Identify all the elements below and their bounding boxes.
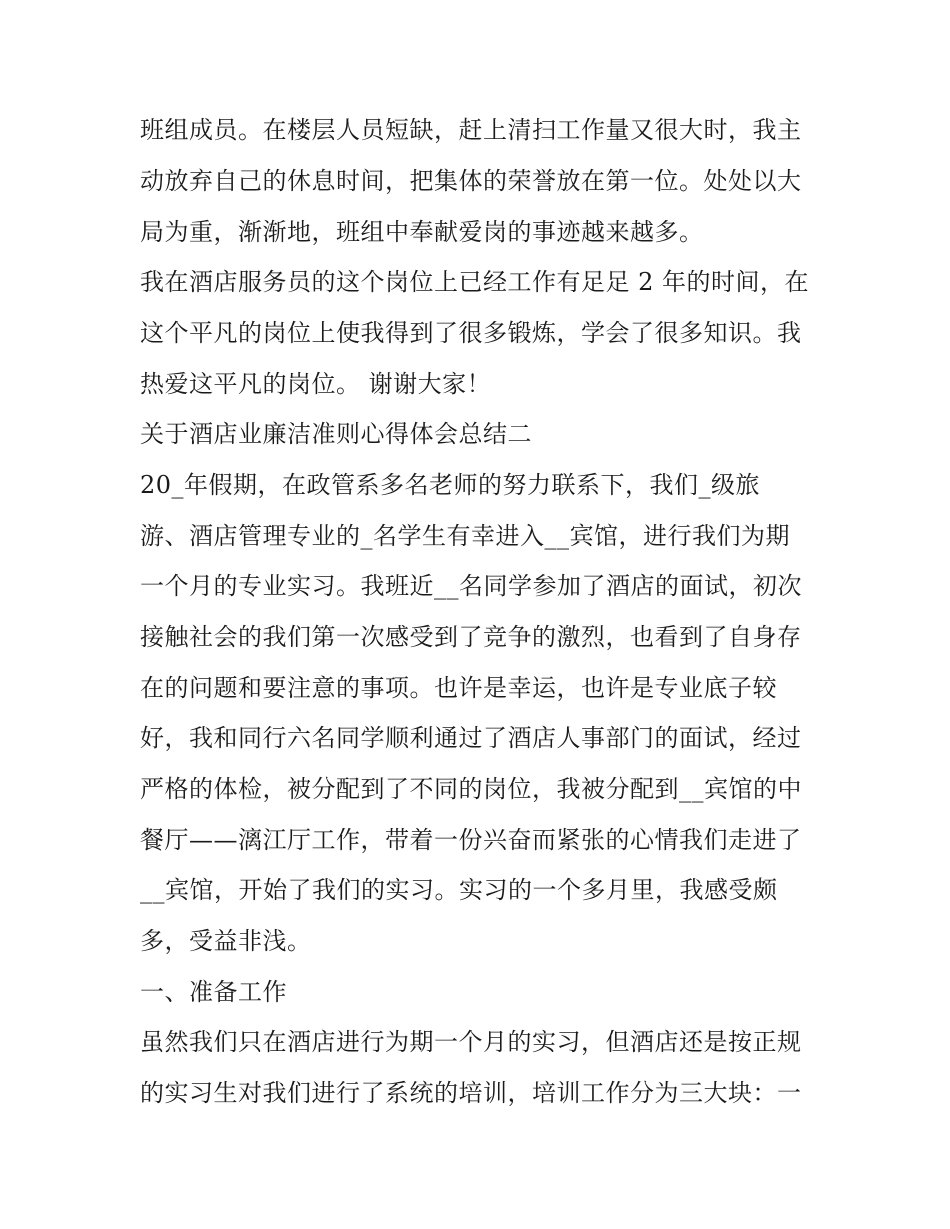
text-line: 一个月的专业实习。我班近__名同学参加了酒店的面试，初次 — [140, 572, 802, 600]
text-line: 接触社会的我们第一次感受到了竞争的激烈，也看到了自身存 — [140, 623, 802, 651]
text-line: 动放弃自己的休息时间，把集体的荣誉放在第一位。处处以大 — [140, 167, 802, 195]
text-line: 班组成员。在楼层人员短缺，赶上清扫工作量又很大时，我主 — [140, 116, 802, 144]
text-line: 局为重，渐渐地，班组中奉献爱岗的事迹越来越多。 — [140, 218, 704, 246]
text-line: __宾馆，开始了我们的实习。实习的一个多月里，我感受颇 — [140, 876, 778, 904]
text-line: 20_年假期，在政管系多名老师的努力联系下，我们_级旅 — [140, 471, 761, 499]
section-heading: 关于酒店业廉洁准则心得体会总结二 — [140, 420, 532, 448]
text-line: 虽然我们只在酒店进行为期一个月的实习，但酒店还是按正规 — [140, 1028, 802, 1056]
text-line: 严格的体检，被分配到了不同的岗位，我被分配到__宾馆的中 — [140, 775, 802, 803]
text-line: 的实习生对我们进行了系统的培训，培训工作分为三大块：一 — [140, 1079, 802, 1107]
text-line: 我在酒店服务员的这个岗位上已经工作有足足 2 年的时间，在 — [140, 268, 810, 296]
text-line: 在的问题和要注意的事项。也许是幸运，也许是专业底子较 — [140, 674, 777, 702]
text-line: 餐厅——漓江厅工作，带着一份兴奋而紧张的心情我们走进了 — [140, 826, 802, 854]
text-line: 这个平凡的岗位上使我得到了很多锻炼，学会了很多知识。我 — [140, 319, 802, 347]
text-line: 游、酒店管理专业的_名学生有幸进入__宾馆，进行我们为期 — [140, 522, 790, 550]
section-heading: 一、准备工作 — [140, 978, 287, 1006]
text-line: 热爱这平凡的岗位。 谢谢大家！ — [140, 370, 492, 398]
text-line: 多，受益非浅。 — [140, 927, 312, 955]
text-line: 好，我和同行六名同学顺利通过了酒店人事部门的面试，经过 — [140, 724, 802, 752]
